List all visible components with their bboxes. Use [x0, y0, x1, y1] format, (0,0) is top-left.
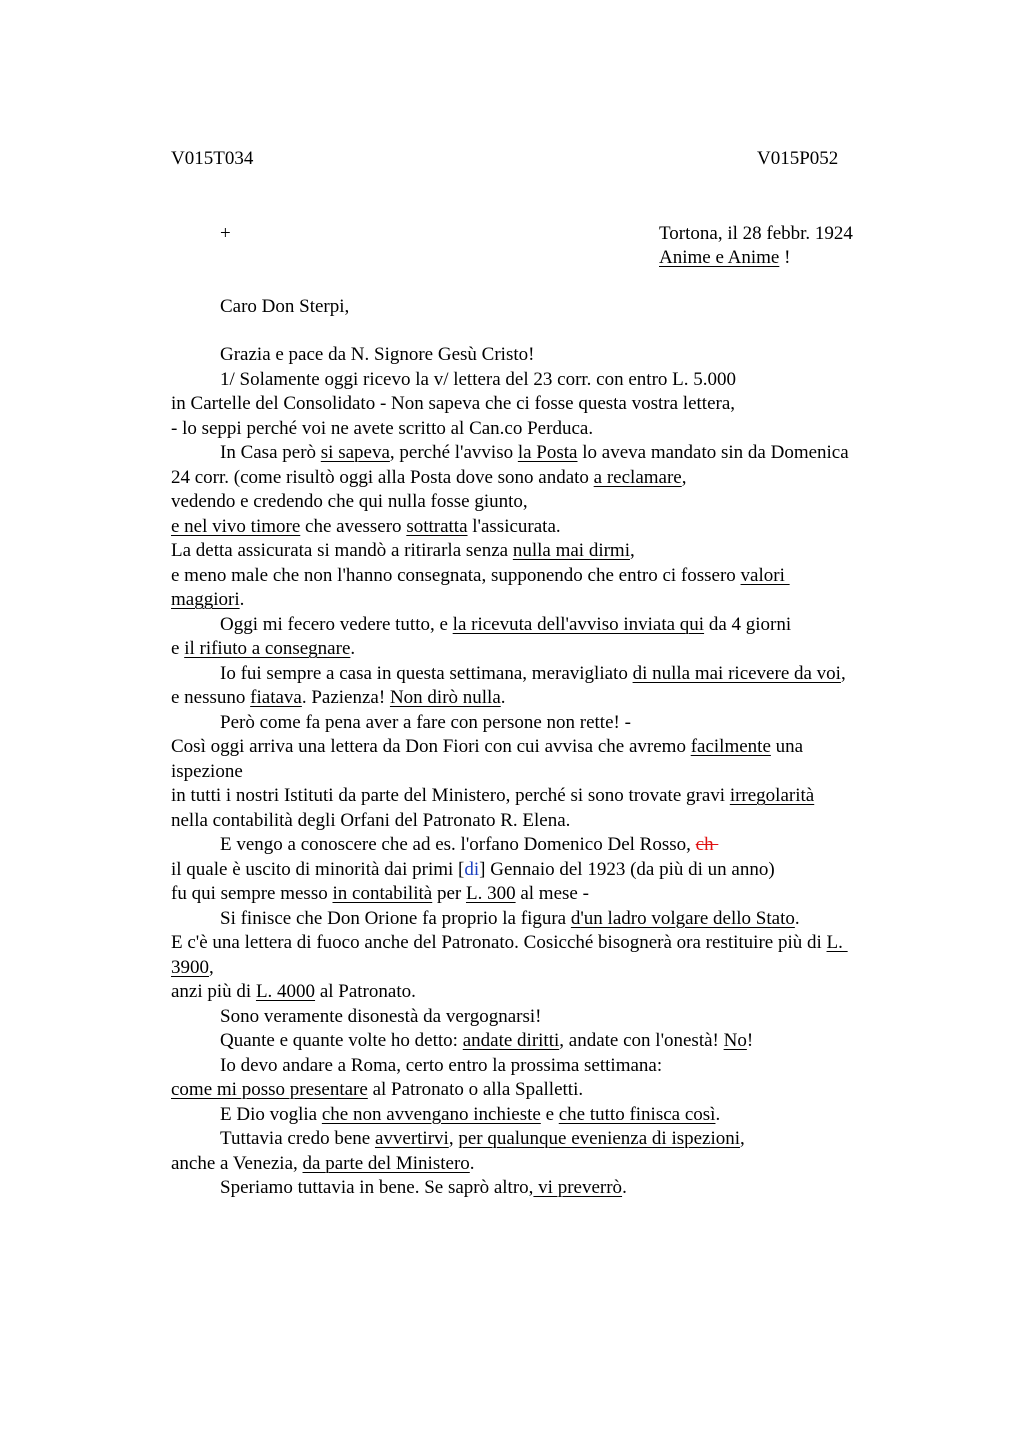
line: anzi più di L. 4000 al Patronato.	[171, 981, 416, 1002]
line: ispezione	[171, 760, 243, 782]
deleted-text: ch	[695, 834, 719, 855]
motto-punct: !	[779, 247, 791, 268]
motto-text: Anime e Anime	[659, 247, 780, 268]
line: in tutti i nostri Istituti da parte del Ministero, perché si sono trovate gravi irregolarità	[171, 785, 815, 806]
line: anche a Venezia, da parte del Ministero.	[171, 1152, 475, 1174]
header-left-code: V015T034	[171, 148, 254, 169]
line: e nel vivo timore che avessero sottratta l'assicurata.	[171, 515, 561, 537]
line: 1/ Solamente oggi ricevo la v/ lettera del 23 corr. con entro L. 5.000	[220, 368, 737, 390]
header-right-code: V015P052	[757, 148, 839, 169]
inserted-text: di	[464, 858, 480, 880]
line: La detta assicurata si mandò a ritirarla senza nulla mai dirmi,	[171, 540, 635, 561]
line: E c'è una lettera di fuoco anche del Patronato. Cosicché bisognerà ora restituire più di L.	[171, 932, 848, 953]
line: Così oggi arriva una lettera da Don Fiori con cui avvisa che avremo facilmente una	[171, 736, 804, 757]
line: nella contabilità degli Orfani del Patronato R. Elena.	[171, 809, 571, 831]
line: come mi posso presentare al Patronato o alla Spalletti.	[171, 1079, 584, 1100]
line: Speriamo tuttavia in bene. Se saprò altro, vi preverrò.	[220, 1177, 627, 1198]
line: Sono veramente disonestà da vergognarsi!	[220, 1005, 542, 1027]
line: Tuttavia credo bene avvertirvi, per qualunque evenienza di ispezioni,	[220, 1128, 745, 1149]
line: Oggi mi fecero vedere tutto, e la ricevuta dell'avviso inviata qui da 4 giorni	[220, 613, 792, 635]
line: - lo seppi perché voi ne avete scritto al Can.co Perduca.	[171, 417, 594, 439]
line: Si finisce che Don Orione fa proprio la figura d'un ladro volgare dello Stato.	[220, 907, 800, 929]
greeting: Grazia e pace da N. Signore Gesù Cristo!	[220, 344, 535, 365]
place-date: Tortona, il 28 febbr. 1924	[659, 223, 853, 244]
line: fu qui sempre messo in contabilità per L. 300 al mese -	[171, 883, 589, 904]
line: E vengo a conoscere che ad es. l'orfano Domenico Del Rosso, ch	[220, 834, 719, 855]
letter-body	[171, 343, 916, 1201]
line: e nessuno fiatava. Pazienza! Non dirò nulla.	[171, 687, 506, 708]
line: vedendo e credendo che qui nulla fosse giunto,	[171, 491, 528, 512]
line: 24 corr. (come risultò oggi alla Posta dove sono andato a reclamare,	[171, 466, 687, 488]
salutation: Caro Don Sterpi,	[220, 296, 350, 317]
cross-symbol: +	[220, 223, 231, 244]
line: il quale è uscito di minorità dai primi [di] Gennaio del 1923 (da più di un anno)	[171, 858, 775, 880]
line: In Casa però si sapeva, perché l'avviso la Posta lo aveva mandato sin da Domenica	[220, 442, 849, 463]
line: E Dio voglia che non avvengano inchieste e che tutto finisca così.	[220, 1103, 721, 1125]
line: Io fui sempre a casa in questa settimana, meravigliato di nulla mai ricevere da voi,	[220, 662, 846, 684]
line: Io devo andare a Roma, certo entro la prossima settimana:	[220, 1054, 663, 1076]
line: in Cartelle del Consolidato - Non sapeva che ci fosse questa vostra lettera,	[171, 393, 736, 414]
line: e il rifiuto a consegnare.	[171, 638, 356, 659]
line: e meno male che non l'hanno consegnata, supponendo che entro ci fossero valori	[171, 564, 790, 586]
motto	[659, 246, 790, 271]
line: Quante e quante volte ho detto: andate diritti, andate con l'onestà! No!	[220, 1030, 754, 1051]
line: 3900,	[171, 956, 214, 978]
line: Però come fa pena aver a fare con persone non rette! -	[220, 711, 631, 733]
line: maggiori.	[171, 589, 245, 610]
